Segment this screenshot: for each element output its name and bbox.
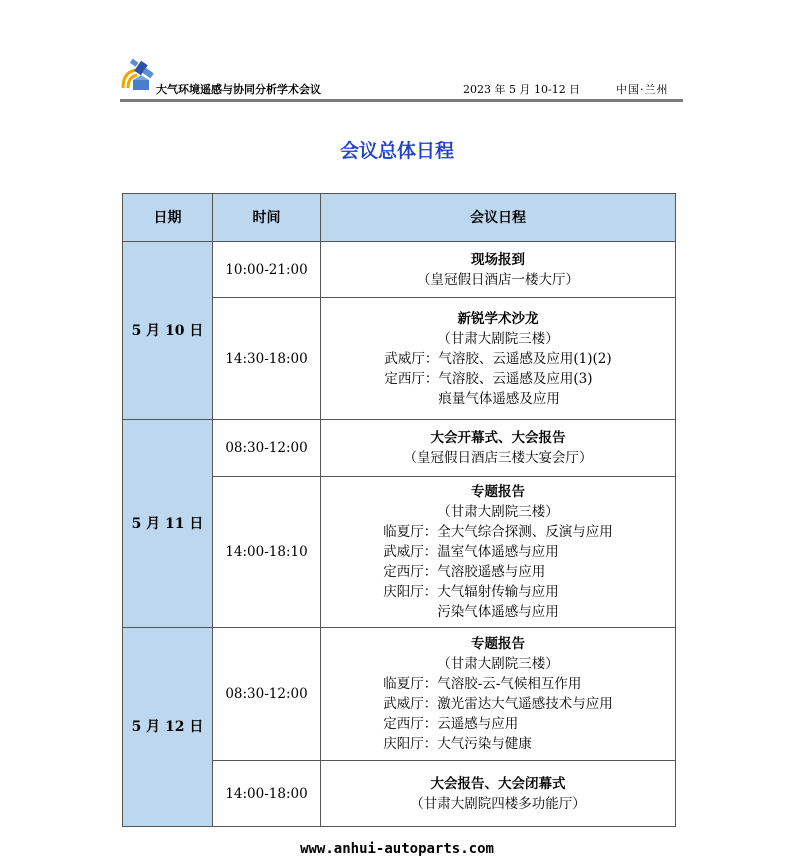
satellite-logo-icon [120,58,158,94]
session-title: 新锐学术沙龙 [457,310,539,327]
session-item: 污染气体遥感与应用 [383,604,559,620]
session-time: 14:00-18:00 [213,761,321,827]
session-agenda [321,477,676,628]
session-item: 临夏厅：全大气综合探测、反演与应用 [383,524,613,540]
session-item: 定西厅：云遥感与应用 [383,716,519,732]
session-agenda [321,242,676,298]
conference-name: 大气环境遥感与协同分析学术会议 [156,83,321,96]
session-agenda [321,298,676,420]
conference-location: 中国·兰州 [616,83,669,96]
session-item: 临夏厅：气溶胶-云-气候相互作用 [383,676,582,692]
table-header-row [123,194,676,242]
session-agenda [321,761,676,827]
header-rule [120,99,683,102]
session-item: 定西厅：气溶胶、云遥感及应用(3) [384,370,593,387]
session-item: 武威厅：激光雷达大气遥感技术与应用 [383,696,613,712]
session-item: 庆阳厅：大气污染与健康 [383,736,532,752]
session-agenda [321,420,676,477]
session-title: 现场报到 [471,251,525,268]
session-time: 14:30-18:00 [213,298,321,420]
session-item: 武威厅：温室气体遥感与应用 [383,544,559,560]
column-header-time: 时间 [213,194,321,242]
session-item: 武威厅：气溶胶、云遥感及应用(1)(2) [384,350,612,367]
page-title: 会议总体日程 [339,140,454,162]
footer-watermark-url: www.anhui-autoparts.com [300,841,494,857]
session-title: 大会报告、大会闭幕式 [430,775,566,792]
day-date: 5 月 11 日 [123,420,213,628]
session-venue: （甘肃大剧院三楼） [437,656,559,672]
table-row [123,628,676,761]
session-venue: （皇冠假日酒店一楼大厅） [417,271,579,288]
page-header [120,58,683,98]
session-time: 08:30-12:00 [213,420,321,477]
session-time: 14:00-18:10 [213,477,321,628]
session-item: 庆阳厅：大气辐射传输与应用 [383,584,559,600]
session-venue: （甘肃大剧院三楼） [437,330,559,347]
session-venue: （甘肃大剧院三楼） [437,504,559,520]
session-time: 08:30-12:00 [213,628,321,761]
session-venue: （甘肃大剧院四楼多功能厅） [410,795,586,812]
session-item: 痕量气体遥感及应用 [384,390,560,407]
session-item: 定西厅：气溶胶遥感与应用 [383,564,546,580]
session-title: 专题报告 [471,636,525,652]
session-time: 10:00-21:00 [213,242,321,298]
day-date: 5 月 10 日 [123,242,213,420]
column-header-agenda: 会议日程 [321,194,676,242]
table-row [123,242,676,298]
session-venue: （皇冠假日酒店三楼大宴会厅） [403,450,593,466]
session-title: 专题报告 [471,484,525,500]
session-title: 大会开幕式、大会报告 [430,430,566,446]
session-agenda [321,628,676,761]
schedule-table [122,193,676,827]
table-row [123,420,676,477]
day-date: 5 月 12 日 [123,628,213,827]
column-header-date: 日期 [123,194,213,242]
conference-date: 2023 年 5 月 10-12 日 [463,83,581,96]
